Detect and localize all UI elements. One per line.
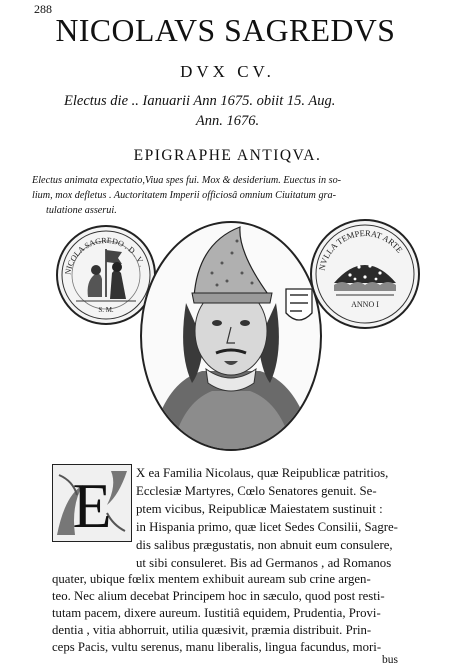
body-text-line: dentia , vitia abhorruit, utilia quæsivit, præmia distribuit. Prin- (52, 623, 372, 637)
epigraph-line: tulatione asserui. (46, 205, 117, 216)
page-number: 288 (34, 2, 52, 16)
medal-figures-image (58, 227, 154, 323)
medal-left (56, 225, 156, 325)
body-text-line: dis salibus prægustatis, non abnuit eum consulere, (136, 538, 393, 552)
initial-ornament (53, 465, 131, 541)
epigraph-heading: EPIGRAPHE ANTIQVA. (133, 147, 322, 164)
catchword: bus (382, 654, 398, 666)
body-text-line: ceps Pacis, vultu serenus, manu liberalis, lingua facundus, mori- (52, 640, 382, 654)
initial-letter: E (72, 470, 112, 541)
election-date-line: Electus die .. Ianuarii Ann 1675. obiit 15. Aug. (64, 93, 336, 109)
doge-portrait (140, 221, 322, 451)
page-title: NICOLAVS SAGREDVS (55, 12, 396, 48)
body-text-line: X ea Familia Nicolaus, quæ Reipublicæ patritios, (136, 466, 389, 480)
body-text-line: in Hispania primo, quæ licet Sedes Consilii, Sagre- (136, 520, 398, 534)
doge-number: DVX CV. (180, 62, 275, 81)
medal-right (310, 219, 420, 329)
body-text-line: quater, ubique fœlix mentem exhibuit auream sub crine argen- (52, 572, 371, 586)
medal-right-legend: NVLLA TEMPERAT ARTE (316, 227, 405, 272)
medal-left-exergue: S. M. (98, 306, 114, 314)
death-year-line: Ann. 1676. (195, 113, 260, 129)
coat-of-arms-icon (286, 289, 312, 320)
body-text-line: ptem vicibus, Reipublicæ Maiestatem sustinuit : (136, 502, 383, 516)
epigraph-line: Electus animata expectatio,Viua spes fui. Mox & desiderium. Euectus in so- (32, 175, 342, 186)
medal-sky-image (312, 221, 418, 327)
body-text-line: tutam pacem, dixere aureum. Iustitiâ equidem, Prudentia, Provi- (52, 606, 381, 620)
medal-left-legend: NICOLA SAGREDO . D . V . (63, 235, 147, 276)
portrait-engraving (142, 223, 320, 449)
body-text-line: ut sibi consuleret. Bis ad Germanos , ad Romanos (136, 556, 392, 570)
decorated-initial (52, 464, 132, 542)
epigraph-line: lium, mox defletus . Auctoritatem Imperii officiosâ omnium Ciuitatum gra- (32, 190, 336, 201)
body-text-line: Ecclesiæ Martyres, Cœlo Senatores genuit. Se- (136, 484, 377, 498)
body-text-line: teo. Nec alium decebat Principem hoc in sæculo, quod post resti- (52, 589, 385, 603)
medal-right-exergue: ANNO I (351, 300, 379, 309)
